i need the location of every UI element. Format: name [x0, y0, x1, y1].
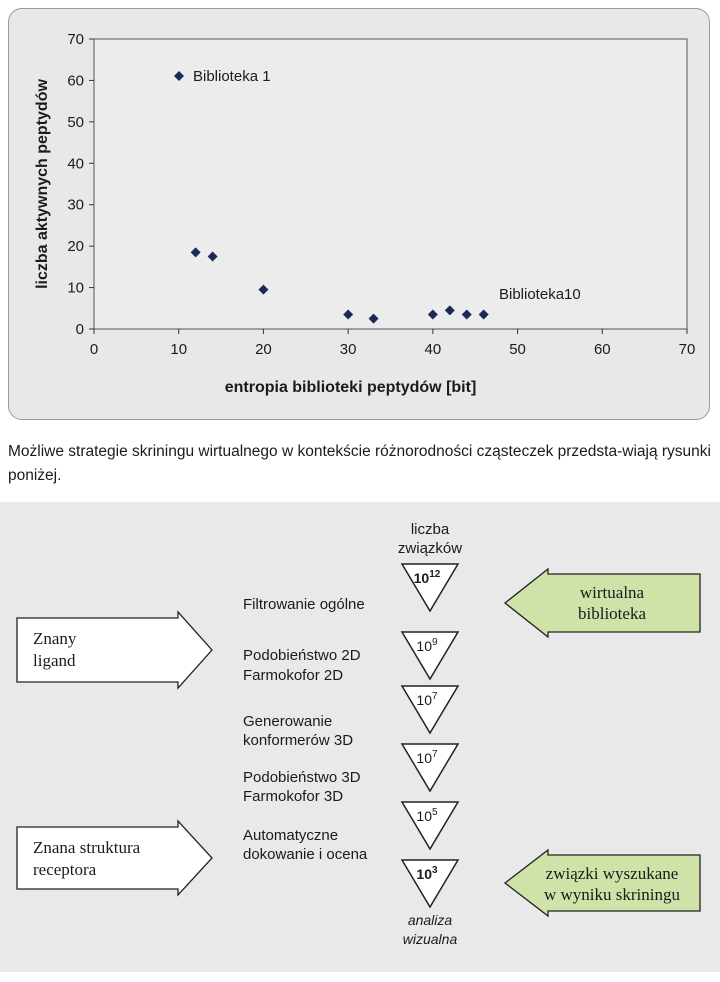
x-tick-label: 40	[424, 341, 442, 358]
left-arrow-shape	[17, 612, 212, 688]
x-tick-label: 30	[339, 341, 357, 358]
left-arrow-shape	[17, 821, 212, 895]
legend-label: Biblioteka 1	[193, 68, 271, 85]
right-arrow-line-1: wirtualna	[579, 583, 645, 602]
y-tick-label: 0	[75, 321, 84, 338]
y-tick-label: 60	[67, 72, 84, 90]
count-base: 10	[416, 638, 433, 654]
stage-label: Farmokofor 2D	[243, 667, 344, 684]
count-exponent: 7	[432, 691, 438, 702]
count-exponent: 5	[432, 807, 438, 818]
x-axis-label: entropia biblioteki peptydów [bit]	[224, 379, 477, 396]
stage-label: Generowanie	[243, 713, 333, 730]
header-line-2: związków	[397, 540, 463, 557]
y-tick-label: 50	[67, 113, 84, 131]
x-tick-label: 10	[170, 341, 188, 358]
y-tick-label: 20	[67, 238, 84, 256]
right-arrow-line-2: w wyniku skriningu	[544, 885, 680, 904]
scatter-chart	[9, 9, 709, 419]
screening-diagram	[0, 502, 720, 972]
count-exponent: 9	[432, 637, 438, 648]
count-base: 10	[416, 692, 433, 708]
right-arrow-line-1: związki wyszukane	[545, 864, 679, 883]
final-step-line-2: wizualna	[402, 931, 458, 947]
stage-label: Farmokofor 3D	[243, 788, 344, 805]
stage-label: Podobieństwo 3D	[243, 769, 361, 786]
stage-label: Podobieństwo 2D	[243, 647, 361, 664]
count-base: 10	[416, 866, 433, 882]
count-base: 10	[413, 570, 430, 586]
y-axis-label: liczba aktywnych peptydów	[34, 79, 51, 289]
left-arrow-line-1: Znany	[33, 629, 77, 648]
right-arrow-shape	[505, 569, 700, 637]
header-line-1: liczba	[410, 521, 450, 538]
x-tick-label: 20	[255, 341, 272, 358]
x-tick-label: 50	[509, 341, 526, 358]
x-tick-label: 70	[678, 341, 696, 358]
left-arrow-line-2: ligand	[33, 651, 76, 670]
x-tick-label: 60	[593, 341, 611, 358]
right-arrow-line-2: biblioteka	[578, 604, 646, 623]
count-base: 10	[416, 750, 433, 766]
final-step-line-1: analiza	[407, 912, 453, 928]
x-tick-label: 0	[89, 341, 99, 358]
count-base: 10	[416, 808, 433, 824]
left-arrow-line-2: receptora	[33, 860, 97, 879]
count-exponent: 3	[432, 865, 438, 876]
stage-label: dokowanie i ocena	[243, 846, 368, 863]
count-exponent: 12	[429, 569, 441, 580]
left-arrow-line-1: Znana struktura	[33, 838, 141, 857]
plot-area	[94, 39, 687, 329]
y-tick-label: 40	[67, 155, 84, 173]
y-tick-label: 30	[67, 196, 84, 214]
right-arrow-shape	[505, 850, 700, 916]
count-exponent: 7	[432, 749, 438, 760]
stage-label: Automatyczne	[243, 827, 339, 844]
stage-label: Filtrowanie ogólne	[243, 596, 365, 613]
y-tick-label: 10	[67, 279, 84, 297]
chart-panel	[8, 8, 710, 420]
stage-label: konformerów 3D	[243, 732, 354, 749]
caption-text: Możliwe strategie skriningu wirtualnego w kontekście różnorodności cząsteczek przedsta-wiają rysunki poniżej.	[8, 443, 711, 484]
y-tick-label: 70	[67, 31, 84, 48]
annotation-label: Biblioteka10	[499, 286, 581, 303]
screening-diagram-svg	[0, 502, 720, 972]
